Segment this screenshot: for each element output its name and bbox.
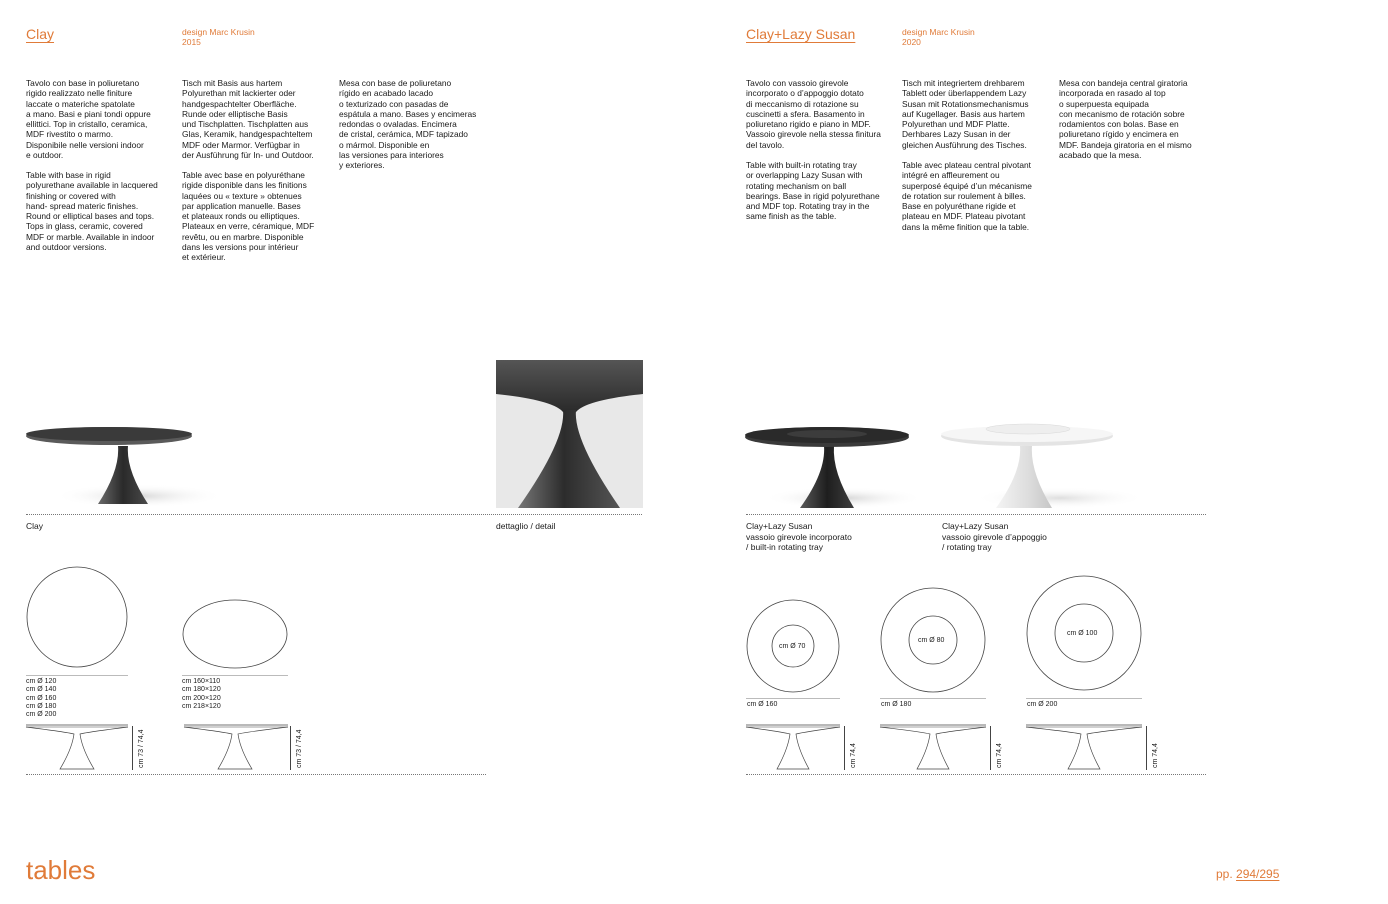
side-elevation-oval: [182, 724, 292, 770]
height-marker-r3: [1146, 726, 1147, 770]
description-fr-right: Table avec plateau central pivotant intégré en affleurement ou superposé équipé d’un mécanisme de rotation sur roulement à billes. Base en polyuréthane rigide et plateau en MDF. Plateau pivotant dans la même finition que la table.: [902, 160, 1032, 232]
product-title-clay: Clay: [26, 26, 55, 42]
clay-table-photo: [24, 420, 224, 510]
lazy-susan-white-photo: [940, 418, 1150, 512]
description-de-right: Tisch mit integriertem drehbarem Tablett oder überlappendem Lazy Susan mit Rotationsmechanismus auf Kugellager. Basis aus hartem Polyurethan und MDF Platte. Derhbares Lazy Susan in der gleichen Ausführung des Tisches.: [902, 78, 1029, 150]
caption-clay: Clay: [26, 521, 44, 531]
pages-prefix: pp.: [1216, 867, 1233, 881]
lazy-susan-black-photo: [744, 420, 934, 512]
top-view-baseline-2: [880, 698, 986, 699]
tray-size-70: cm Ø 70: [779, 643, 806, 650]
caption-detail: dettaglio / detail: [496, 521, 556, 531]
design-year-right: 2020: [902, 37, 921, 47]
description-fr: Table avec base en polyuréthane rigide disponible dans les finitions laquées ou « texture » obtenues par application manuelle. Bases et plateaux ronds ou elliptiques. Plateaux en verre, céramique, MDF revêtu, ou en marbre. Disponible dans les versions pour intérieur et extérieur.: [182, 170, 315, 263]
description-en-right: Table with built-in rotating tray or overlapping Lazy Susan with rotating mechanism on ball bearings. Base in rigid polyurethane and MDF top. Rotating tray in the same finish as the table.: [746, 160, 880, 222]
table-size-200: cm Ø 200: [1027, 701, 1058, 708]
description-es: Mesa con base de poliuretano rígido en acabado lacado o texturizado con pasadas de espátula a mano. Bases y encimeras redondas o ovaladas. Encimera de cristal, cerámica, MDF tapizado o mármol. Disponible en las versiones para interiores y exteriores.: [339, 78, 477, 171]
height-marker-1: [132, 726, 133, 770]
side-elevation-160: [746, 724, 846, 770]
height-label-r3: cm 74,4: [1152, 743, 1159, 768]
divider-photos: [26, 514, 642, 515]
tray-size-80: cm Ø 80: [918, 637, 945, 644]
design-year: 2015: [182, 37, 201, 47]
description-de: Tisch mit Basis aus hartem Polyurethan mit lackierter oder handgespachtelter Oberfläche. Runde oder elliptische Basis und Tischplatten. Tischplatten aus Glas, Keramik, handgespachteltem MDF oder Marmor. Verfügbar in der Ausführung für In- und Outdoor.: [182, 78, 314, 161]
height-marker-r2: [990, 726, 991, 770]
height-marker-2: [290, 726, 291, 770]
tray-size-100: cm Ø 100: [1067, 630, 1098, 637]
page-numbers: [1216, 867, 1279, 881]
round-top-baseline: [26, 675, 128, 676]
table-size-160: cm Ø 160: [747, 701, 778, 708]
caption-rotating-tray: Clay+Lazy Susan vassoio girevole d’appoggio / rotating tray: [942, 521, 1047, 552]
height-marker-r1: [844, 726, 845, 770]
height-label-r1: cm 74,4: [850, 743, 857, 768]
side-elevation-200: [1026, 724, 1146, 770]
pages-link[interactable]: 294/295: [1236, 867, 1280, 881]
height-label-2: cm 73 / 74,4: [296, 729, 303, 768]
height-label-r2: cm 74,4: [996, 743, 1003, 768]
oval-top-baseline: [182, 675, 288, 676]
oval-top-drawing: [182, 600, 290, 672]
designer-credit: design Marc Krusin: [182, 27, 255, 37]
height-label-1: cm 73 / 74,4: [138, 729, 145, 768]
divider-photos-right: [746, 514, 1206, 515]
side-elevation-180: [880, 724, 990, 770]
top-view-baseline-1: [746, 698, 840, 699]
designer-credit-right: design Marc Krusin: [902, 27, 975, 37]
round-sizes: cm Ø 120 cm Ø 140 cm Ø 160 cm Ø 180 cm Ø 200: [26, 678, 57, 719]
round-top-drawing: [26, 566, 130, 670]
description-it-right: Tavolo con vassoio girevole incorporato o d’appoggio dotato di meccanismo di rotazione su cuscinetti a sfera. Basamento in poliuretano rigido e piano in MDF. Vassoio girevole nella stessa finitura del tavolo.: [746, 78, 881, 150]
side-elevation-round: [26, 724, 136, 770]
divider-drawings-left: [26, 774, 486, 775]
product-title-lazy-susan: Clay+Lazy Susan: [746, 26, 856, 42]
table-size-180: cm Ø 180: [881, 701, 912, 708]
divider-drawings-right: [746, 774, 1206, 775]
description-en: Table with base in rigid polyurethane available in lacquered finishing or covered with hand- spread materic finishes. Round or elliptical bases and tops. Tops in glass, ceramic, covered MDF or marble. Available in indoor and outdoor versions.: [26, 170, 158, 253]
description-es-right: Mesa con bandeja central giratoria incorporada en rasado al top o superpuesta equipada con mecanismo de rotación sobre rodamientos con bolas. Base en poliuretano rígido y encimera en MDF. Bandeja giratoria en el mismo acabado que la mesa.: [1059, 78, 1192, 161]
top-view-baseline-3: [1026, 698, 1142, 699]
section-title: tables: [26, 855, 96, 885]
caption-built-in-tray: Clay+Lazy Susan vassoio girevole incorporato / built-in rotating tray: [746, 521, 852, 552]
description-it: Tavolo con base in poliuretano rigido realizzato nelle finiture laccate o materiche spatolate a mano. Basi e piani tondi oppure ellittici. Top in cristallo, ceramica, MDF rivestito o marmo. Disponibile nelle versioni indoor e outdoor.: [26, 78, 151, 161]
oval-sizes: cm 160×110 cm 180×120 cm 200×120 cm 218×120: [182, 678, 221, 710]
clay-detail-photo: [496, 360, 643, 508]
